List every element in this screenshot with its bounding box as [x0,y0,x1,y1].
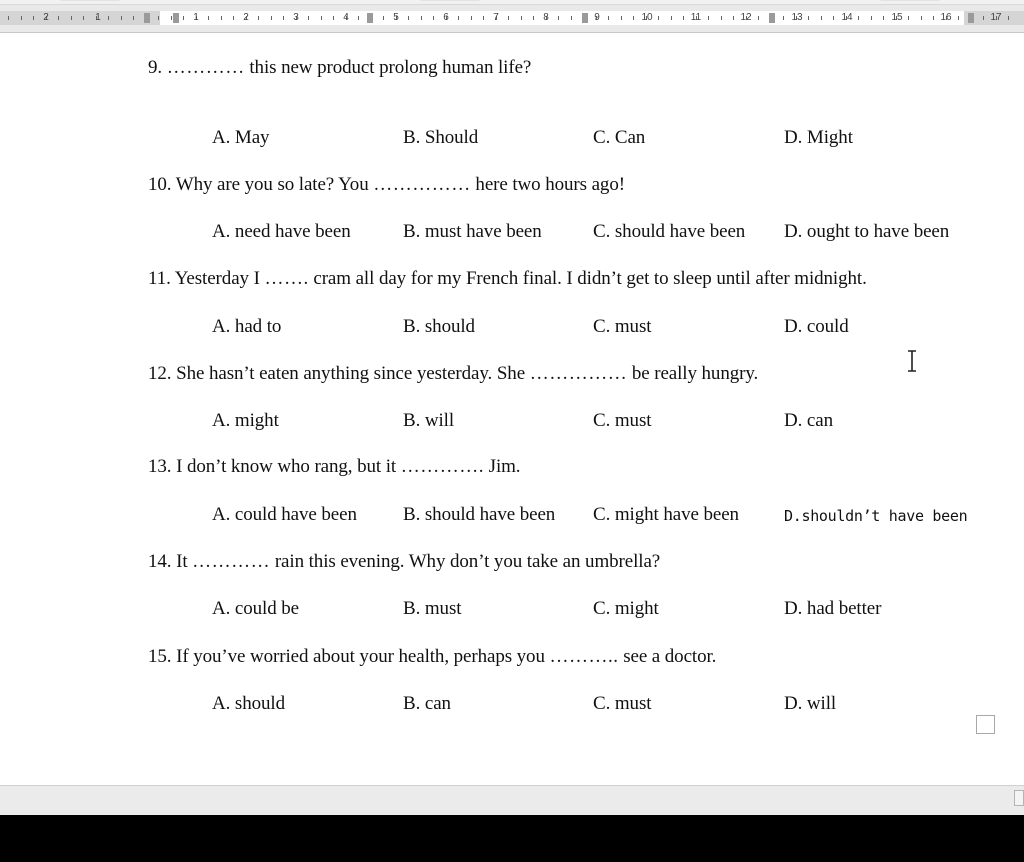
option-b[interactable]: B. must have been [403,221,542,242]
question-11[interactable] [148,268,867,290]
option-a[interactable]: A. should [212,693,285,714]
ruler-tick [658,16,659,20]
ruler-tick [833,16,834,20]
question-number: 14. [148,551,172,572]
answer-blank: …………. [400,456,484,477]
ruler-number: 8 [543,12,549,23]
question-text: cram all day for my French final. I didn’t get to sleep until after midnight. [313,268,867,289]
question-15[interactable] [148,646,716,668]
option-a[interactable]: A. had to [212,316,282,337]
question-10[interactable] [148,174,625,196]
ruler-number: 13 [791,12,803,23]
option-d[interactable]: D. had better [784,598,882,619]
tab-stop-marker[interactable] [769,13,775,23]
ruler-tick [208,16,209,20]
i-beam-cursor-icon [907,350,917,372]
ruler-tick [533,16,534,20]
ruler-tick [171,16,172,20]
question-text: Yesterday I [174,268,260,289]
ruler-tick [758,16,759,20]
option-b[interactable]: B. must [403,598,462,619]
checkbox-square-icon[interactable] [976,715,995,734]
question-text: rain this evening. Why don’t you take an umbrella? [274,551,661,572]
ruler-number: 3 [293,12,299,23]
ruler-number: 6 [443,12,449,23]
option-c[interactable]: C. Can [593,127,646,148]
screen-border [0,815,1024,862]
ruler-tick [458,16,459,20]
ruler-tick [521,16,522,20]
ruler-tick [183,16,184,20]
question-text: this new product prolong human life? [249,57,532,78]
left-indent-marker[interactable] [144,13,150,23]
option-c[interactable]: C. must [593,316,652,337]
ruler-tick [321,16,322,20]
ruler-number: 15 [891,12,903,23]
ribbon-group-font [60,0,120,1]
ruler-tick [308,16,309,20]
ruler-tick [33,16,34,20]
answer-blank: ……….. [549,646,619,667]
ruler-tick [158,16,159,20]
ruler-tick [133,16,134,20]
document-page[interactable] [0,33,1024,785]
ruler-tick [383,16,384,20]
ruler-tick [508,16,509,20]
question-9[interactable] [148,57,531,79]
ruler-number: 17 [990,12,1002,23]
scrollbar-thumb[interactable] [1014,790,1024,806]
ruler-left-margin [0,11,160,25]
question-number: 13. [148,456,172,477]
ruler-number: 2 [43,12,49,23]
option-c[interactable]: C. must [593,410,652,431]
ruler-tick [708,16,709,20]
ruler-tick [683,16,684,20]
ruler-tick [808,16,809,20]
option-a[interactable]: A. could have been [212,504,357,525]
option-a[interactable]: A. May [212,127,270,148]
answer-blank: ……. [264,268,309,289]
question-text: Why are you so late? You [175,174,369,195]
ruler-tick [221,16,222,20]
ruler-tick [121,16,122,20]
ruler-number: 2 [243,12,249,23]
ruler-tick [8,16,9,20]
ruler-tick [871,16,872,20]
option-d[interactable]: D. ought to have been [784,221,950,242]
ruler-number: 4 [343,12,349,23]
ruler-tick [83,16,84,20]
option-d[interactable]: D. Might [784,127,853,148]
option-d[interactable]: D. will [784,693,837,714]
question-text: She hasn’t eaten anything since yesterday. She [176,363,526,384]
ruler-tick [333,16,334,20]
ruler-tick [571,16,572,20]
option-b[interactable]: B. can [403,693,451,714]
answer-blank: ………… [166,57,245,78]
ruler-number: 9 [594,12,600,23]
question-12[interactable] [148,363,758,385]
first-line-indent-marker[interactable] [173,13,179,23]
right-indent-marker[interactable] [968,13,974,23]
ruler-number: 11 [690,12,702,23]
option-d[interactable]: D. could [784,316,849,337]
ruler-tick [608,16,609,20]
tab-stop-marker[interactable] [367,13,373,23]
option-b[interactable]: B. Should [403,127,479,148]
question-text: Jim. [488,456,521,477]
tab-stop-marker[interactable] [582,13,588,23]
ruler-tick [821,16,822,20]
ruler-tick [621,16,622,20]
question-number: 10. [148,174,172,195]
option-d[interactable]: D.shouldn’t have been [784,507,968,525]
ruler-tick [783,16,784,20]
option-c[interactable]: C. might [593,598,659,619]
ruler-tick [21,16,22,20]
ruler-tick [958,16,959,20]
option-d[interactable]: D. can [784,410,833,431]
ruler-tick [558,16,559,20]
ruler-tick [908,16,909,20]
ruler-tick [983,16,984,20]
ruler-tick [358,16,359,20]
option-a[interactable]: A. might [212,410,279,431]
ribbon-group-styles [880,0,940,1]
question-text: I don’t know who rang, but it [176,456,397,477]
ruler-number: 10 [641,12,653,23]
answer-blank: …………… [529,363,628,384]
option-a[interactable]: A. need have been [212,221,351,242]
ruler-number: 1 [193,12,199,23]
ruler-tick [933,16,934,20]
page-gap [0,785,1024,816]
ruler-tick [258,16,259,20]
ruler-tick [58,16,59,20]
ruler-tick [433,16,434,20]
ruler-tick [271,16,272,20]
ruler-tick [1008,16,1009,20]
option-b[interactable]: B. will [403,410,455,431]
ruler-tick [721,16,722,20]
question-number: 12. [148,363,172,384]
question-text: If you’ve worried about your health, perhaps you [176,646,545,667]
ruler-number: 14 [841,12,853,23]
ruler-tick [671,16,672,20]
ruler-number: 7 [493,12,499,23]
option-b[interactable]: B. should have been [403,504,556,525]
question-number: 9. [148,57,163,78]
ribbon-group-paragraph [420,0,480,1]
question-number: 11. [148,268,171,289]
question-text: see a doctor. [623,646,717,667]
question-number: 15. [148,646,172,667]
ruler-number: 16 [940,12,952,23]
ruler-tick [421,16,422,20]
option-c[interactable]: C. must [593,693,652,714]
question-text: It [176,551,188,572]
answer-blank: ………… [192,551,271,572]
ruler-tick [883,16,884,20]
ruler-tick [283,16,284,20]
ruler-tick [633,16,634,20]
ruler-number: 12 [740,12,752,23]
ruler-tick [108,16,109,20]
ruler-tick [858,16,859,20]
ruler-tick [233,16,234,20]
ruler-number: 5 [393,12,399,23]
horizontal-ruler[interactable] [0,5,1024,33]
ruler-tick [921,16,922,20]
question-text: here two hours ago! [475,174,625,195]
ruler-tick [471,16,472,20]
question-text: be really hungry. [631,363,759,384]
option-b[interactable]: B. should [403,316,475,337]
ruler-tick [483,16,484,20]
ruler-tick [733,16,734,20]
ruler-tick [71,16,72,20]
ruler-number: 1 [95,12,101,23]
option-c[interactable]: C. might have been [593,504,739,525]
option-c[interactable]: C. should have been [593,221,746,242]
question-13[interactable] [148,456,520,478]
ruler-tick [408,16,409,20]
answer-blank: …………… [373,174,471,195]
option-a[interactable]: A. could be [212,598,300,619]
question-14[interactable] [148,551,660,573]
